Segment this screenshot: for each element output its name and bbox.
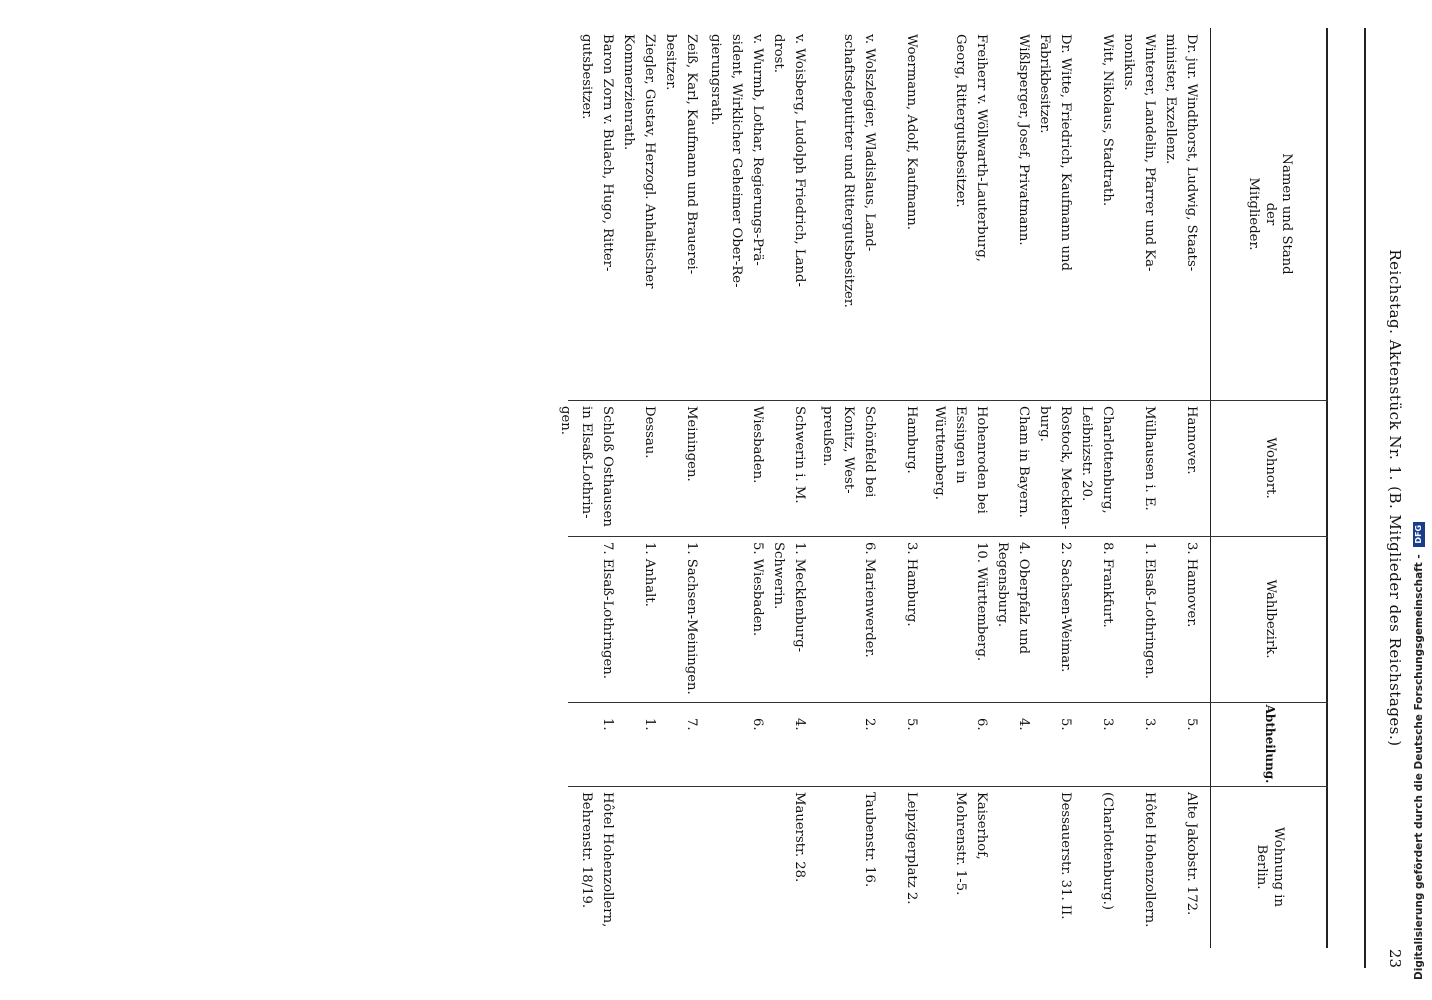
- page-title: Reichstag. Aktenstück Nr. 1. (B. Mitglieder des Reichstages.): [1386, 249, 1404, 747]
- row-berlin: Hôtel Hohenzollern, Behrenstr. 18/19.: [579, 792, 615, 928]
- row-residence: Rostock, Mecklen- burg.: [1037, 406, 1073, 530]
- row-district: 1. Anhalt.: [642, 542, 657, 607]
- digitization-margin-note: [1408, 524, 1430, 1000]
- row-department: 5.: [904, 718, 919, 731]
- row-department: 3.: [1142, 718, 1157, 731]
- row-residence: Schönfeld bei Konitz, West- preußen.: [820, 406, 877, 498]
- row-name: Witt, Nikolaus, Stadtrath.: [1100, 34, 1115, 207]
- row-district: 8. Frankfurt.: [1100, 542, 1115, 628]
- row-name: Freiherr v. Wöllwarth-Lauterburg, Georg, Rittergutsbesitzer.: [953, 34, 989, 262]
- row-residence: Hannover.: [1184, 406, 1199, 475]
- row-berlin: Alte Jakobstr. 172.: [1184, 792, 1199, 916]
- header-rule: [1364, 28, 1366, 968]
- column-header-residence: Wohnort.: [1262, 437, 1278, 499]
- row-district: 4. Oberpfalz und Regensburg.: [995, 542, 1031, 655]
- row-district: 5. Wiesbaden.: [750, 542, 765, 637]
- row-name: Baron Zorn v. Bulach, Hugo, Ritter- gutsbesitzer.: [579, 34, 615, 272]
- row-name: v. Wurmb, Lothar, Regierungs-Prä- sident, Wirklicher Geheimer Ober-Re- gierungsrath.: [708, 34, 765, 288]
- row-berlin: Taubenstr. 16.: [862, 792, 877, 888]
- page-number: 23: [1386, 948, 1404, 968]
- column-header-name: Namen und Stand der Mitglieder.: [1246, 153, 1295, 275]
- row-berlin: (Charlottenburg.): [1100, 792, 1115, 910]
- page-header: [1376, 28, 1406, 968]
- row-residence: Cham in Bayern.: [1016, 406, 1031, 518]
- row-district: 10. Württemberg.: [974, 542, 989, 662]
- row-name: v. Woisberg, Ludolph Friedrich, Land- drost.: [771, 34, 807, 287]
- row-name: Ziegler, Gustav, Herzogl. Anhaltischer Kommerzienrath.: [621, 34, 657, 289]
- row-residence: Wiesbaden.: [750, 406, 765, 484]
- funding-note: Digitalisierung gefördert durch die Deutsche Forschungsgemeinschaft -: [1413, 554, 1425, 980]
- row-residence: Hohenroden bei Essingen in Württemberg.: [932, 406, 989, 514]
- row-department: 1.: [600, 718, 615, 731]
- row-district: 1. Sachsen-Meiningen.: [684, 542, 699, 695]
- row-department: 4.: [1016, 718, 1031, 731]
- row-name: v. Wolszlegier, Wladislaus, Land- schaftsdeputirter und Rittergutsbesitzer.: [841, 34, 877, 308]
- row-residence: Mülhausen i. E.: [1142, 406, 1157, 511]
- row-name: Dr. Witte, Friedrich, Kaufmann und Fabrikbesitzer.: [1037, 34, 1073, 271]
- row-name: Woermann, Adolf, Kaufmann.: [904, 34, 919, 230]
- column-header-district: Wahlbezirk.: [1262, 579, 1278, 659]
- column-header-department: Abtheilung.: [1263, 704, 1277, 784]
- row-residence: Meiningen.: [684, 406, 699, 482]
- row-department: 5.: [1058, 718, 1073, 731]
- row-department: 2.: [862, 718, 877, 731]
- row-residence: Schwerin i. M.: [792, 406, 807, 504]
- row-department: 1.: [642, 718, 657, 731]
- row-district: 3. Hamburg.: [904, 542, 919, 627]
- row-district: 3. Hannover.: [1184, 542, 1199, 628]
- row-district: 1. Elsaß-Lothringen.: [1142, 542, 1157, 679]
- row-berlin: Dessauerstr. 31. II.: [1058, 792, 1073, 920]
- row-department: 6.: [750, 718, 765, 731]
- row-berlin: Mauerstr. 28.: [792, 792, 807, 883]
- row-name: Winterer, Landelin, Pfarrer und Ka- nonikus.: [1121, 34, 1157, 272]
- row-residence: Charlottenburg, Leibnizstr. 20.: [1079, 406, 1115, 514]
- row-residence: Hamburg.: [904, 406, 919, 474]
- row-district: 1. Mecklenburg- Schwerin.: [771, 542, 807, 653]
- row-district: 2. Sachsen-Weimar.: [1058, 542, 1073, 673]
- row-residence: Dessau.: [642, 406, 657, 459]
- row-residence: Schloß Osthausen in Elsaß-Lothrin- gen.: [558, 406, 615, 527]
- row-district: 7. Elsaß-Lothringen.: [600, 542, 615, 679]
- rotated-document-page: [516, 28, 1406, 968]
- row-name: Zeiß, Karl, Kaufmann und Brauerei- besitzer.: [663, 34, 699, 275]
- row-name: Dr. jur. Windthorst, Ludwig, Staats- minister, Exzellenz.: [1163, 34, 1199, 272]
- row-district: 6. Marienwerder.: [862, 542, 877, 658]
- row-department: 7.: [684, 718, 699, 731]
- row-department: 3.: [1100, 718, 1115, 731]
- row-name: Wißlsperger, Josef, Privatmann.: [1016, 34, 1031, 246]
- dfg-logo-icon: DFG: [1413, 522, 1425, 547]
- row-department: 4.: [792, 718, 807, 731]
- row-department: 5.: [1184, 718, 1199, 731]
- row-berlin: Hôtel Hohenzollern.: [1142, 792, 1157, 928]
- row-berlin: Kaiserhof, Mohrenstr. 1-5.: [953, 792, 989, 896]
- row-department: 6.: [974, 718, 989, 731]
- column-header-berlin: Wohnung in Berlin.: [1254, 827, 1286, 907]
- row-berlin: Leipzigerplatz 2.: [904, 792, 919, 905]
